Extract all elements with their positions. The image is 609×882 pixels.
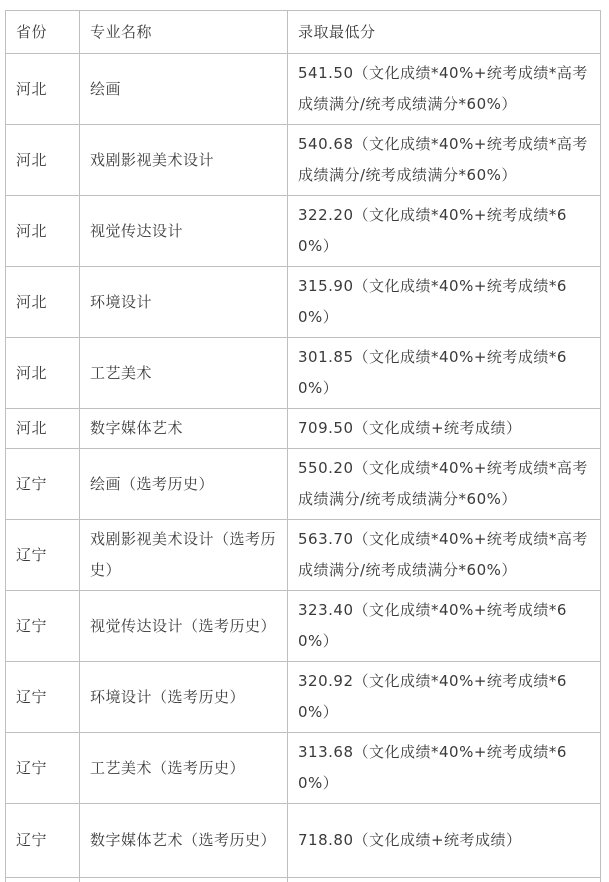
cell-score: 541.50（文化成绩*40%+统考成绩*高考成绩满分/统考成绩满分*60%） [288, 54, 601, 125]
cell-province: 河北 [6, 54, 80, 125]
cell-province: 辽宁 [6, 449, 80, 520]
table-row [6, 54, 601, 125]
table-row-cut-off [6, 878, 601, 882]
table-row [6, 804, 601, 878]
cell-score: 709.50（文化成绩+统考成绩） [288, 409, 601, 449]
cell-empty [288, 878, 601, 882]
table-row [6, 338, 601, 409]
cell-province: 河北 [6, 196, 80, 267]
table-row [6, 196, 601, 267]
cell-score: 313.68（文化成绩*40%+统考成绩*60%） [288, 733, 601, 804]
admission-score-table [5, 10, 601, 882]
cell-empty [80, 878, 288, 882]
header-min-score: 录取最低分 [288, 11, 601, 54]
cell-province: 辽宁 [6, 804, 80, 878]
table-row [6, 733, 601, 804]
cell-major: 戏剧影视美术设计 [80, 125, 288, 196]
cell-score: 718.80（文化成绩+统考成绩） [288, 804, 601, 878]
table-row [6, 409, 601, 449]
cell-major: 绘画 [80, 54, 288, 125]
cell-major: 戏剧影视美术设计（选考历史） [80, 520, 288, 591]
cell-score: 550.20（文化成绩*40%+统考成绩*高考成绩满分/统考成绩满分*60%） [288, 449, 601, 520]
table-row [6, 125, 601, 196]
cell-major: 数字媒体艺术 [80, 409, 288, 449]
cell-score: 315.90（文化成绩*40%+统考成绩*60%） [288, 267, 601, 338]
cell-major: 工艺美术 [80, 338, 288, 409]
cell-score: 320.92（文化成绩*40%+统考成绩*60%） [288, 662, 601, 733]
cell-major: 环境设计（选考历史） [80, 662, 288, 733]
cell-major: 视觉传达设计 [80, 196, 288, 267]
table-header [6, 11, 601, 54]
cell-province: 河北 [6, 267, 80, 338]
cell-score: 563.70（文化成绩*40%+统考成绩*高考成绩满分/统考成绩满分*60%） [288, 520, 601, 591]
cell-province: 辽宁 [6, 591, 80, 662]
cell-major: 工艺美术（选考历史） [80, 733, 288, 804]
table-row [6, 520, 601, 591]
cell-score: 323.40（文化成绩*40%+统考成绩*60%） [288, 591, 601, 662]
header-row [6, 11, 601, 54]
cell-province: 辽宁 [6, 662, 80, 733]
table-body [6, 54, 601, 882]
header-major: 专业名称 [80, 11, 288, 54]
cell-major: 视觉传达设计（选考历史） [80, 591, 288, 662]
table-row [6, 591, 601, 662]
header-province: 省份 [6, 11, 80, 54]
cell-province: 河北 [6, 125, 80, 196]
cell-score: 322.20（文化成绩*40%+统考成绩*60%） [288, 196, 601, 267]
cell-province: 河北 [6, 409, 80, 449]
cell-province: 辽宁 [6, 520, 80, 591]
cell-score: 301.85（文化成绩*40%+统考成绩*60%） [288, 338, 601, 409]
table-row [6, 449, 601, 520]
cell-major: 环境设计 [80, 267, 288, 338]
cell-major: 绘画（选考历史） [80, 449, 288, 520]
table-row [6, 267, 601, 338]
cell-province: 辽宁 [6, 733, 80, 804]
cell-major: 数字媒体艺术（选考历史） [80, 804, 288, 878]
cell-province: 河北 [6, 338, 80, 409]
cell-score: 540.68（文化成绩*40%+统考成绩*高考成绩满分/统考成绩满分*60%） [288, 125, 601, 196]
table-row [6, 662, 601, 733]
cell-empty [6, 878, 80, 882]
